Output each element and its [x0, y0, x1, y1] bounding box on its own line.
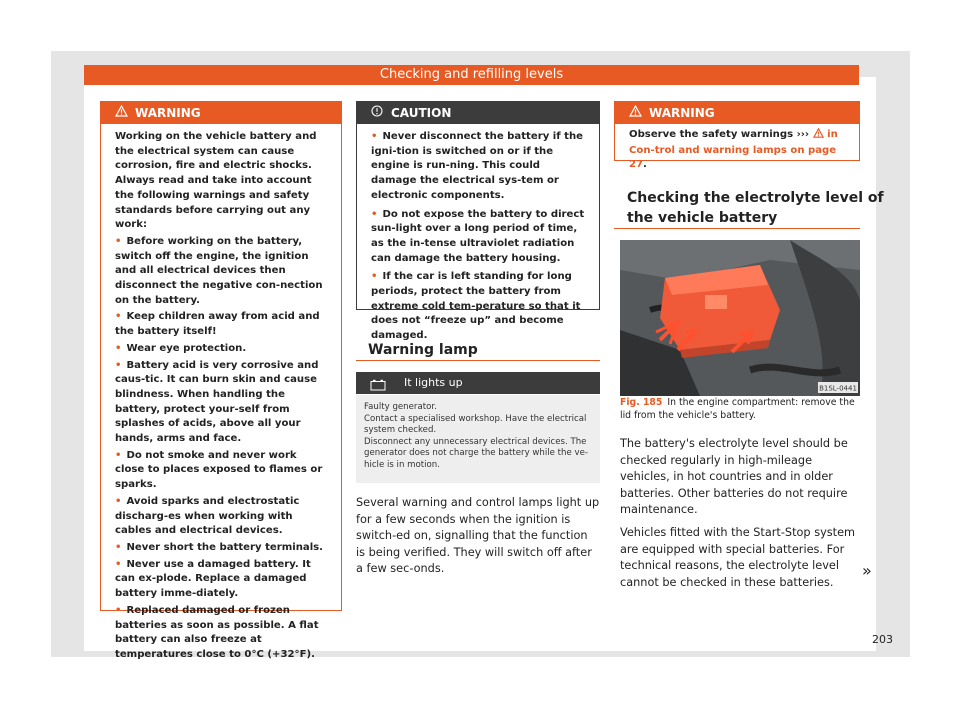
page-number: 203: [872, 633, 893, 646]
warning-triangle-icon: [629, 102, 643, 124]
warning-2-link[interactable]: in Con-trol and warning lamps on page 27: [629, 129, 838, 171]
caution-box: [356, 101, 600, 342]
warning-title-2: WARNING: [649, 106, 715, 120]
battery-illustration: [620, 240, 860, 396]
warning-bullet: • Replaced damaged or frozen batteries as soon as possible. A flat battery can also freeze at temperatures close to 0°C (+32°F).: [115, 604, 329, 663]
electrolyte-paragraph: Vehicles fitted with the Start-Stop system are equipped with special batteries. For technical reasons, the electrolyte level cannot be checked in these batteries.: [620, 525, 856, 589]
info-circle-icon: [371, 102, 385, 124]
warning-title: WARNING: [135, 106, 201, 120]
caution-bullet: • Never disconnect the battery if the igni-tion is switched on or if the engine is run-ning. This could damage the electrical sys-tem or electronic components.: [371, 130, 587, 204]
figure-caption-text: In the engine compartment: remove the lid from the vehicle's battery.: [620, 397, 855, 421]
lamp-line: Contact a specialised workshop. Have the electrical system checked.: [364, 413, 587, 435]
electrolyte-title-line1: Checking the electrolyte level of: [627, 190, 884, 206]
warning-2-prefix: Observe the safety warnings ›››: [629, 129, 810, 140]
warning-bullet: • Never use a damaged battery. It can ex-plode. Replace a damaged battery imme-diately.: [115, 558, 329, 602]
warning-header-2: [615, 102, 859, 124]
lamp-table-header: [356, 372, 600, 394]
warning-bullet: • Wear eye protection.: [115, 342, 329, 357]
warning-triangle-small-icon: [813, 128, 824, 144]
caution-bullet: • If the car is left standing for long periods, protect the battery from extreme cold tem-perature so that it does not “freeze up” and become damaged.: [371, 270, 587, 344]
warning-box: [100, 101, 342, 660]
caution-title: CAUTION: [391, 106, 452, 120]
warning-bullet: • Never short the battery terminals.: [115, 541, 329, 556]
continue-mark: »: [862, 561, 872, 580]
warning-2-suffix: .: [643, 159, 647, 171]
caution-header: [357, 102, 599, 124]
section-rule: [356, 360, 600, 361]
chapter-header: Checking and refilling levels: [84, 65, 859, 85]
lamp-paragraph-block: [356, 495, 600, 584]
lamp-line: Faulty generator.: [364, 402, 437, 412]
lamp-table-body: [356, 395, 600, 483]
figure-code: B1SL-0441: [819, 384, 857, 393]
figure-ref: Fig. 185: [620, 397, 663, 408]
warning-2-text: [629, 128, 847, 173]
warning-bullet: • Do not smoke and never work close to places exposed to flames or sparks.: [115, 449, 329, 493]
warning-box-2: [614, 101, 860, 171]
warning-bullet: • Avoid sparks and electrostatic discharg-es when working with cables and electrical devices.: [115, 495, 329, 539]
electrolyte-section-title: [627, 188, 884, 228]
caution-bullet: • Do not expose the battery to direct sun-light over a long period of time, as the in-tense ultraviolet radiation can damage the battery housing.: [371, 208, 587, 267]
electrolyte-title-line2: the vehicle battery: [627, 210, 778, 226]
warning-header: [101, 102, 341, 124]
warning-lamp-title: Warning lamp: [368, 342, 478, 358]
electrolyte-body: [620, 436, 862, 597]
warning-bullet: • Before working on the battery, switch off the engine, the ignition and all electrical devices then disconnect the negative con-nection on the battery.: [115, 235, 329, 309]
lamp-table-head-label: It lights up: [404, 376, 463, 389]
section-rule: [614, 228, 860, 229]
electrolyte-paragraph: The battery's electrolyte level should be checked regularly in high-mileage vehicles, in hot countries and in older batteries. Other batteries do not require maintenance.: [620, 437, 848, 517]
warning-triangle-icon: [115, 102, 129, 124]
engine-compartment-figure: [620, 240, 860, 396]
figure-caption: [620, 397, 860, 422]
warning-bullet: • Keep children away from acid and the battery itself!: [115, 310, 329, 339]
warning-intro: Working on the vehicle battery and the electrical system can cause corrosion, fire and electric shocks. Always read and take into account the following warnings and safety standards before carrying out any work:: [115, 131, 317, 231]
warning-bullet: • Battery acid is very corrosive and caus-tic. It can burn skin and cause blindness. When handling the battery, protect your-self from splashes of acids, above all your hands, arms and face.: [115, 359, 329, 447]
lamp-line: Disconnect any unnecessary electrical devices. The generator does not charge the battery while the ve-hicle is in motion.: [364, 436, 588, 470]
lamp-paragraph: Several warning and control lamps light up for a few seconds when the ignition is switch-ed on, signalling that the function is being verified. They will switch off after a few sec-onds.: [356, 496, 600, 576]
